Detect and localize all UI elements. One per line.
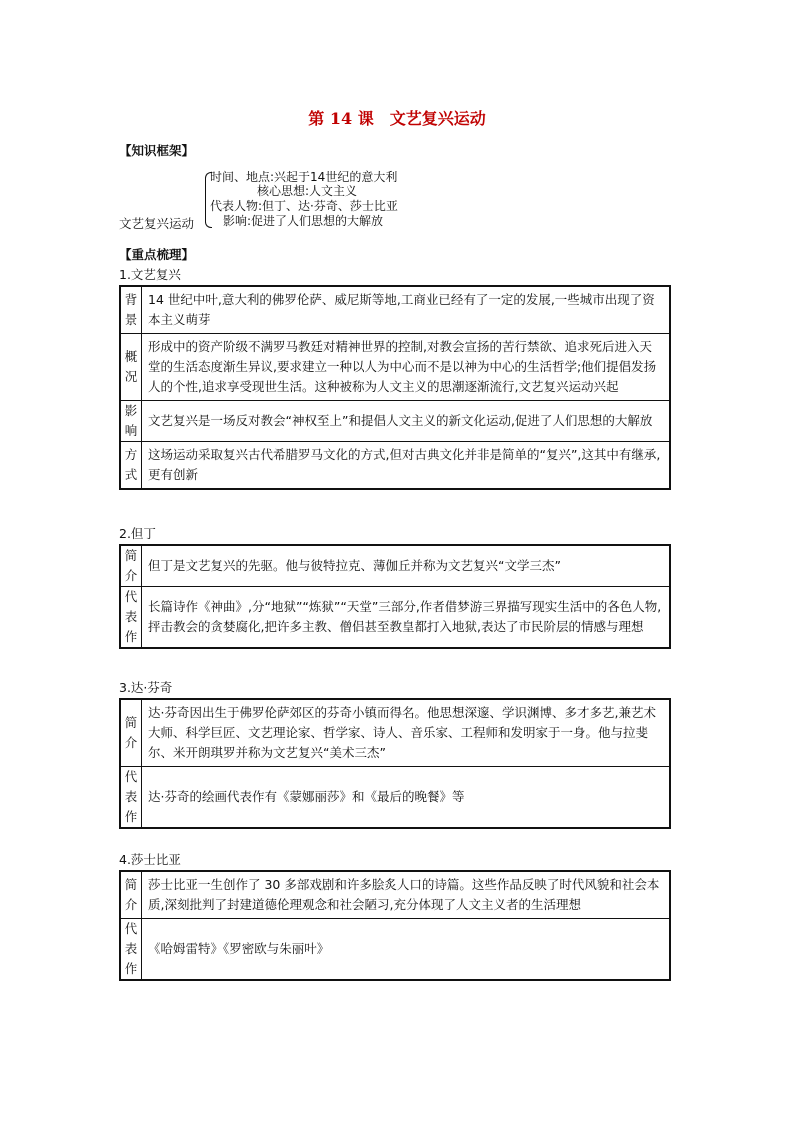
- row-head: 概况: [120, 334, 142, 401]
- table-row: [120, 286, 670, 334]
- framework-root: 文艺复兴运动: [119, 216, 195, 231]
- row-content: 达·芬奇的绘画代表作有《蒙娜丽莎》和《最后的晚餐》等: [142, 767, 671, 829]
- row-head: 影响: [120, 401, 142, 442]
- row-content: 长篇诗作《神曲》,分“地狱”“炼狱”“天堂”三部分,作者借梦游三界描写现实生活中的各色人物,抨击教会的贪婪腐化,把许多主教、僧侣甚至教皇都打入地狱,表达了市民阶层的情感与理想: [142, 587, 671, 649]
- framework-diagram: [205, 168, 455, 232]
- row-content: 文艺复兴是一场反对教会“神权至上”和提倡人文主义的新文化运动,促进了人们思想的大解放: [142, 401, 671, 442]
- row-head: 简介: [120, 871, 142, 919]
- table-row: [120, 442, 670, 490]
- key-points-heading: 【重点梳理】: [119, 247, 195, 262]
- row-head: 简介: [120, 545, 142, 587]
- table-row: [120, 871, 670, 919]
- framework-line: 影响:促进了人们思想的大解放: [223, 214, 384, 228]
- section-table: [119, 870, 671, 981]
- row-content: 但丁是文艺复兴的先驱。他与彼特拉克、薄伽丘并称为文艺复兴“文学三杰”: [142, 545, 671, 587]
- row-head: 代表作: [120, 587, 142, 649]
- row-head: 背景: [120, 286, 142, 334]
- row-head: 简介: [120, 699, 142, 767]
- framework-heading: 【知识框架】: [119, 143, 195, 158]
- table-row: [120, 699, 670, 767]
- row-content: 莎士比亚一生创作了 30 多部戏剧和许多脍炙人口的诗篇。这些作品反映了时代风貌和社会本质,深刻批判了封建道德伦理观念和社会陋习,充分体现了人文主义者的生活理想: [142, 871, 671, 919]
- row-content: 达·芬奇因出生于佛罗伦萨郊区的芬奇小镇而得名。他思想深邃、学识渊博、多才多艺,兼艺术大师、科学巨匠、文艺理论家、哲学家、诗人、音乐家、工程师和发明家于一身。他与拉斐尔、米开朗琪罗并称为文艺复兴“美术三杰”: [142, 699, 671, 767]
- table-row: [120, 401, 670, 442]
- row-content: 这场运动采取复兴古代希腊罗马文化的方式,但对古典文化并非是简单的“复兴”,这其中有继承,更有创新: [142, 442, 671, 490]
- table-row: [120, 545, 670, 587]
- section-heading: 1.文艺复兴: [119, 267, 181, 282]
- row-content: 形成中的资产阶级不满罗马教廷对精神世界的控制,对教会宣扬的苦行禁欲、追求死后进入天堂的生活态度渐生异议,要求建立一种以人为中心而不是以神为中心的生活哲学;他们提倡发扬人的个性,追求享受现世生活。这种被称为人文主义的思潮逐渐流行,文艺复兴运动兴起: [142, 334, 671, 401]
- section-table: [119, 698, 671, 829]
- row-head: 方式: [120, 442, 142, 490]
- framework-line: 核心思想:人文主义: [257, 184, 358, 198]
- table-row: [120, 919, 670, 981]
- section-heading: 2.但丁: [119, 526, 156, 541]
- section-heading: 3.达·芬奇: [119, 680, 173, 695]
- framework-line: 代表人物:但丁、达·芬奇、莎士比亚: [210, 199, 398, 213]
- row-head: 代表作: [120, 767, 142, 829]
- page-title: 第 14 课 文艺复兴运动: [308, 109, 486, 128]
- row-content: 《哈姆雷特》《罗密欧与朱丽叶》: [142, 919, 671, 981]
- row-head: 代表作: [120, 919, 142, 981]
- table-row: [120, 334, 670, 401]
- row-content: 14 世纪中叶,意大利的佛罗伦萨、威尼斯等地,工商业已经有了一定的发展,一些城市出现了资本主义萌芽: [142, 286, 671, 334]
- framework-line: 时间、地点:兴起于14世纪的意大利: [210, 170, 398, 184]
- table-row: [120, 587, 670, 649]
- section-heading: 4.莎士比亚: [119, 852, 181, 867]
- section-table: [119, 285, 671, 490]
- table-row: [120, 767, 670, 829]
- section-table: [119, 544, 671, 649]
